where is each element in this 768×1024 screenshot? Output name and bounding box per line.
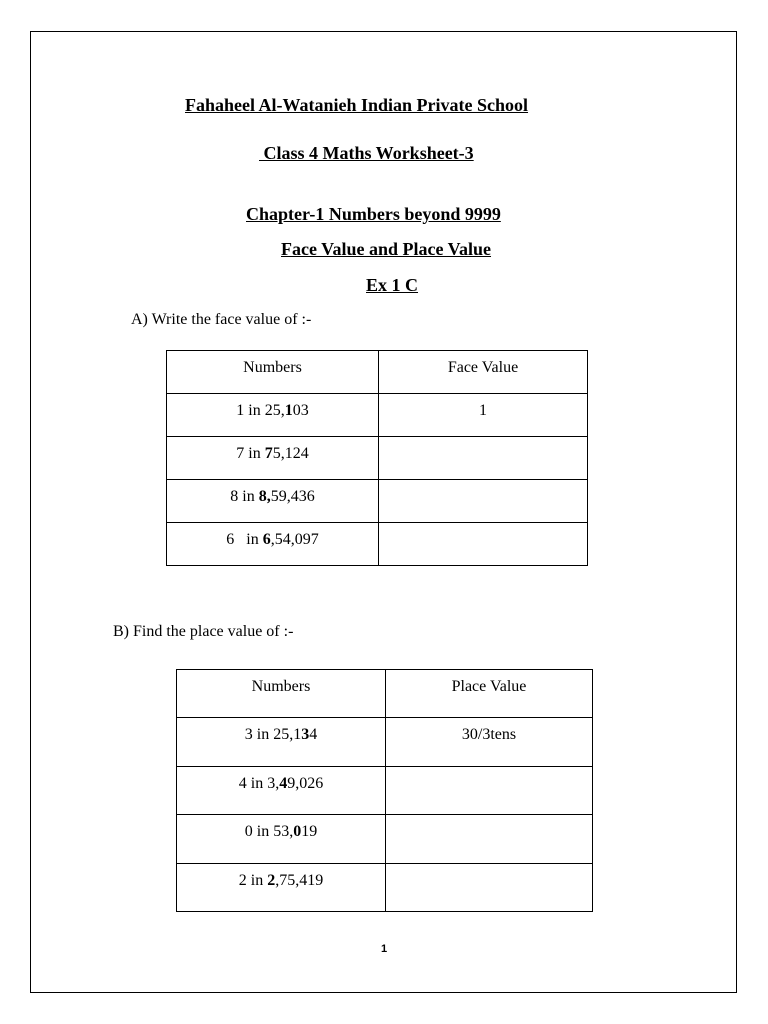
table-row xyxy=(167,437,588,480)
number-cell: 8 in 8,59,436 xyxy=(167,480,379,523)
worksheet-title: Class 4 Maths Worksheet-3 xyxy=(259,143,474,163)
answer-cell xyxy=(386,864,593,912)
answer-cell xyxy=(386,767,593,815)
table-row xyxy=(167,523,588,566)
answer-cell xyxy=(379,480,588,523)
table-row xyxy=(177,718,593,767)
table-row xyxy=(167,394,588,437)
school-title: Fahaheel Al-Watanieh Indian Private School xyxy=(185,95,529,115)
number-cell: 0 in 53,019 xyxy=(177,815,386,864)
answer-cell: 30/3tens xyxy=(386,718,593,767)
number-cell: 4 in 3,49,026 xyxy=(177,767,386,815)
topic-title: Face Value and Place Value xyxy=(281,239,492,259)
chapter-title: Chapter-1 Numbers beyond 9999 xyxy=(246,204,501,224)
table-row xyxy=(177,815,593,864)
page-number: 1 xyxy=(380,943,388,955)
table-row xyxy=(177,864,593,912)
table-header-row xyxy=(167,351,588,394)
number-cell: 1 in 25,103 xyxy=(167,394,379,437)
question-b-label: B) Find the place value of :- xyxy=(113,623,294,640)
number-cell: 7 in 75,124 xyxy=(167,437,379,480)
face-value-table xyxy=(166,350,588,566)
number-cell: 3 in 25,134 xyxy=(177,718,386,767)
table-row xyxy=(167,480,588,523)
answer-cell: 1 xyxy=(379,394,588,437)
number-cell: 2 in 2,75,419 xyxy=(177,864,386,912)
answer-cell xyxy=(386,815,593,864)
column-header-numbers: Numbers xyxy=(177,670,386,718)
column-header-face-value: Face Value xyxy=(379,351,588,394)
exercise-title: Ex 1 C xyxy=(366,275,419,295)
column-header-place-value: Place Value xyxy=(386,670,593,718)
number-cell: 6 in 6,54,097 xyxy=(167,523,379,566)
question-a-label: A) Write the face value of :- xyxy=(131,311,312,328)
answer-cell xyxy=(379,523,588,566)
table-header-row xyxy=(177,670,593,718)
column-header-numbers: Numbers xyxy=(167,351,379,394)
place-value-table xyxy=(176,669,593,912)
table-row xyxy=(177,767,593,815)
answer-cell xyxy=(379,437,588,480)
